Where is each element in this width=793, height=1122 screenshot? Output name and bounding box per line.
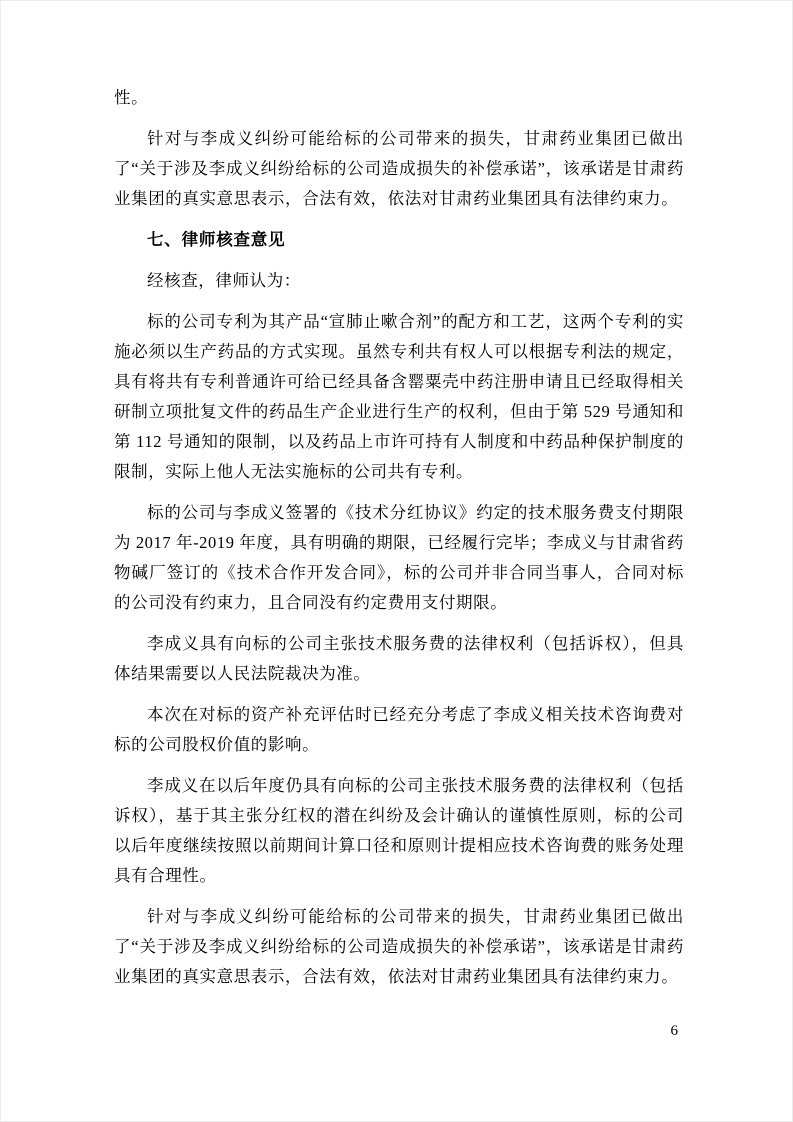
paragraph-compensation-commitment-bottom: 针对与李成义纠纷可能给标的公司带来的损失，甘肃药业集团已做出了“关于涉及李成义纠纷给标的公司造成损失的补偿承诺”，该承诺是甘肃药业集团的真实意思表示，合法有效，依法对甘肃药业集团具有法律约束力。	[114, 907, 684, 986]
paragraph-legal-rights: 李成义具有向标的公司主张技术服务费的法律权利（包括诉权），但具体结果需要以人民法院裁决为准。	[114, 634, 684, 683]
paragraph-future-years-accrual: 李成义在以后年度仍具有向标的公司主张技术服务费的法律权利（包括诉权），基于其主张分红权的潜在纠纷及会计确认的谨慎性原则，标的公司以后年度继续按照以前期间计算口径和原则计提相应技术咨询费的账务处理具有合理性。	[114, 776, 684, 885]
paragraph-patent-implementation: 标的公司专利为其产品“宣肺止嗽合剂”的配方和工艺，这两个专利的实施必须以生产药品的方式实现。虽然专利共有权人可以根据专利法的规定，具有将共有专利普通许可给已经具备含罂粟壳中药注册申请且已经取得相关研制立项批复文件的药品生产企业进行生产的权利，但由于第 529 号通知和第 112 号通知的限制，以及药品上市许可持有人制度和中药品种保护制度的限制，实际上他人无法实施标的公司共有专利。	[114, 312, 684, 481]
document-body	[114, 83, 684, 1003]
page-number: 6	[670, 1023, 678, 1039]
paragraph-compensation-commitment-top: 针对与李成义纠纷可能给标的公司带来的损失，甘肃药业集团已做出了“关于涉及李成义纠纷给标的公司造成损失的补偿承诺”，该承诺是甘肃药业集团的真实意思表示，合法有效，依法对甘肃药业集团具有法律约束力。	[114, 129, 684, 208]
section-heading-lawyer-verification-opinion: 七、律师核查意见	[147, 230, 286, 249]
paragraph-continuation: 性。	[114, 88, 149, 107]
paragraph-lead-in: 经核查，律师认为：	[147, 271, 301, 290]
paragraph-dividend-agreement: 标的公司与李成义签署的《技术分红协议》约定的技术服务费支付期限为 2017 年-2019 年度，具有明确的期限，已经履行完毕；李成义与甘肃省药物碱厂签订的《技术合作开发合同》，标的公司并非合同当事人，合同对标的公司没有约束力，且合同没有约定费用支付期限。	[114, 503, 684, 612]
paragraph-asset-valuation: 本次在对标的资产补充评估时已经充分考虑了李成义相关技术咨询费对标的公司股权价值的影响。	[114, 705, 684, 754]
